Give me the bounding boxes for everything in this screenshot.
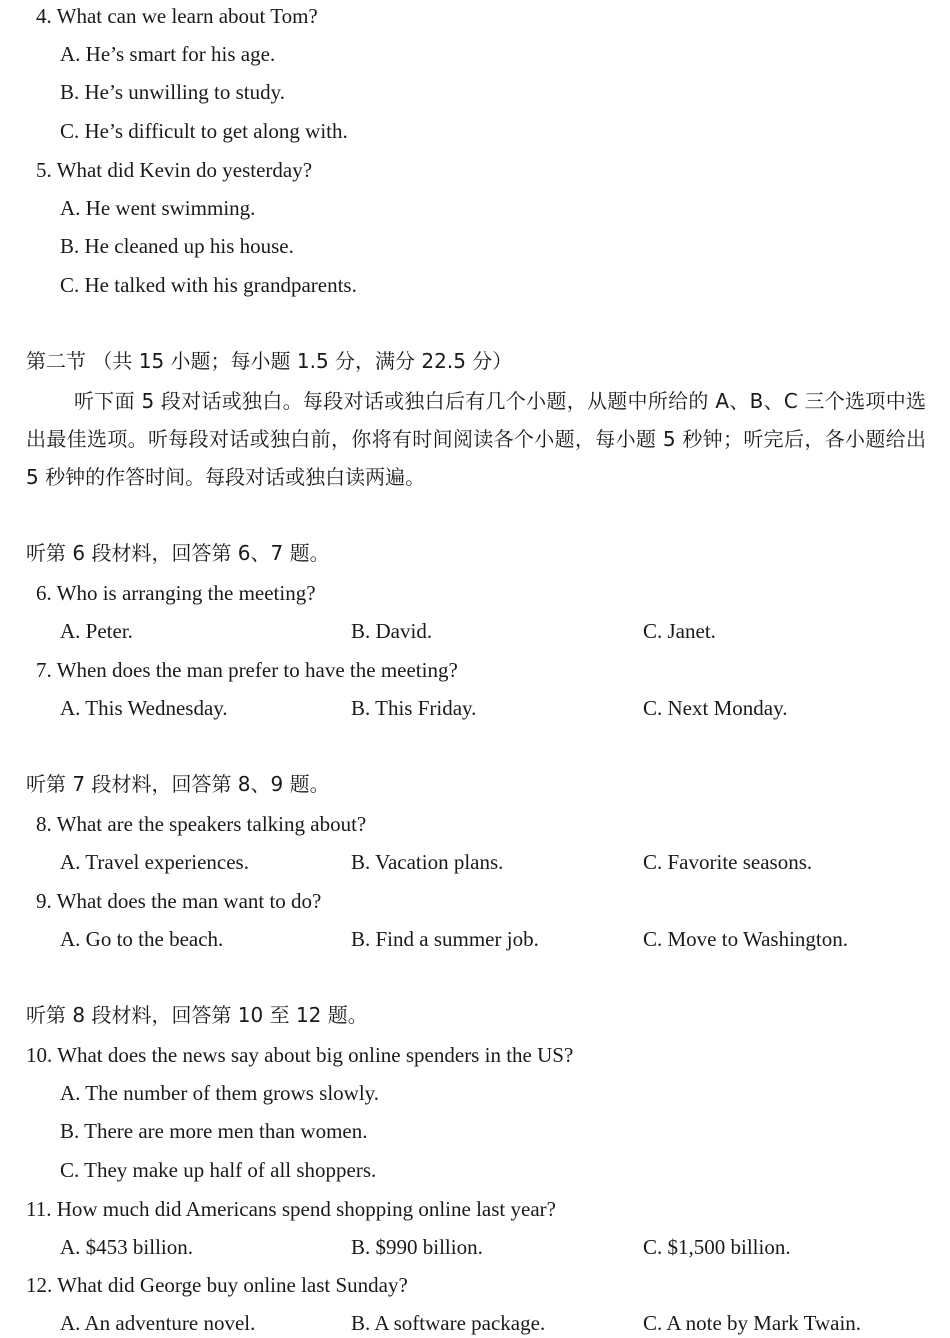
question-8-option-c: C. Favorite seasons. xyxy=(643,850,813,874)
question-11-option-c: C. $1,500 billion. xyxy=(643,1235,791,1259)
question-4-option-a: A. He’s smart for his age. xyxy=(60,42,276,66)
question-6-stem: 6. Who is arranging the meeting? xyxy=(36,581,316,605)
section-2-heading: 第二节 （共 15 小题；每小题 1.5 分，满分 22.5 分） xyxy=(26,349,513,373)
question-12-option-b: B. A software package. xyxy=(351,1311,546,1335)
question-12-stem: 12. What did George buy online last Sunday? xyxy=(26,1273,408,1297)
question-10-stem: 10. What does the news say about big online spenders in the US? xyxy=(26,1043,574,1067)
question-7-option-b: B. This Friday. xyxy=(351,696,477,720)
question-5-option-b: B. He cleaned up his house. xyxy=(60,234,294,258)
question-7-option-c: C. Next Monday. xyxy=(643,696,788,720)
question-12-option-c: C. A note by Mark Twain. xyxy=(643,1311,862,1335)
question-8-stem: 8. What are the speakers talking about? xyxy=(36,812,367,836)
question-4-option-c: C. He’s difficult to get along with. xyxy=(60,119,348,143)
question-6-option-a: A. Peter. xyxy=(60,619,133,643)
question-7-option-a: A. This Wednesday. xyxy=(60,696,228,720)
question-6-option-b: B. David. xyxy=(351,619,433,643)
question-7-stem: 7. When does the man prefer to have the meeting? xyxy=(36,658,458,682)
question-8-option-a: A. Travel experiences. xyxy=(60,850,249,874)
question-9-stem: 9. What does the man want to do? xyxy=(36,889,322,913)
question-12-option-a: A. An adventure novel. xyxy=(60,1311,256,1335)
question-10-option-a: A. The number of them grows slowly. xyxy=(60,1081,380,1105)
question-6-option-c: C. Janet. xyxy=(643,619,716,643)
question-10-option-b: B. There are more men than women. xyxy=(60,1119,368,1143)
question-8-option-b: B. Vacation plans. xyxy=(351,850,504,874)
material-6-label: 听第 6 段材料，回答第 6、7 题。 xyxy=(26,541,330,565)
question-5-option-c: C. He talked with his grandparents. xyxy=(60,273,357,297)
question-4-stem: 4. What can we learn about Tom? xyxy=(36,4,318,28)
question-5-stem: 5. What did Kevin do yesterday? xyxy=(36,158,313,182)
question-9-option-a: A. Go to the beach. xyxy=(60,927,224,951)
question-11-option-b: B. $990 billion. xyxy=(351,1235,483,1259)
material-8-label: 听第 8 段材料，回答第 10 至 12 题。 xyxy=(26,1003,368,1027)
section-2-instructions: 听下面 5 段对话或独白。每段对话或独白后有几个小题，从题中所给的 A、B、C 三个选项中选出最佳选项。听每段对话或独白前，你将有时间阅读各个小题，每小题 5 秒钟；听完后，各小题给出 5 秒钟的作答时间。每段对话或独白读两遍。 xyxy=(26,389,926,489)
question-4-option-b: B. He’s unwilling to study. xyxy=(60,80,285,104)
question-9-option-c: C. Move to Washington. xyxy=(643,927,849,951)
material-7-label: 听第 7 段材料，回答第 8、9 题。 xyxy=(26,772,330,796)
question-5-option-a: A. He went swimming. xyxy=(60,196,256,220)
question-10-option-c: C. They make up half of all shoppers. xyxy=(60,1158,377,1182)
question-9-option-b: B. Find a summer job. xyxy=(351,927,539,951)
question-11-option-a: A. $453 billion. xyxy=(60,1235,194,1259)
question-11-stem: 11. How much did Americans spend shopping online last year? xyxy=(26,1197,556,1221)
